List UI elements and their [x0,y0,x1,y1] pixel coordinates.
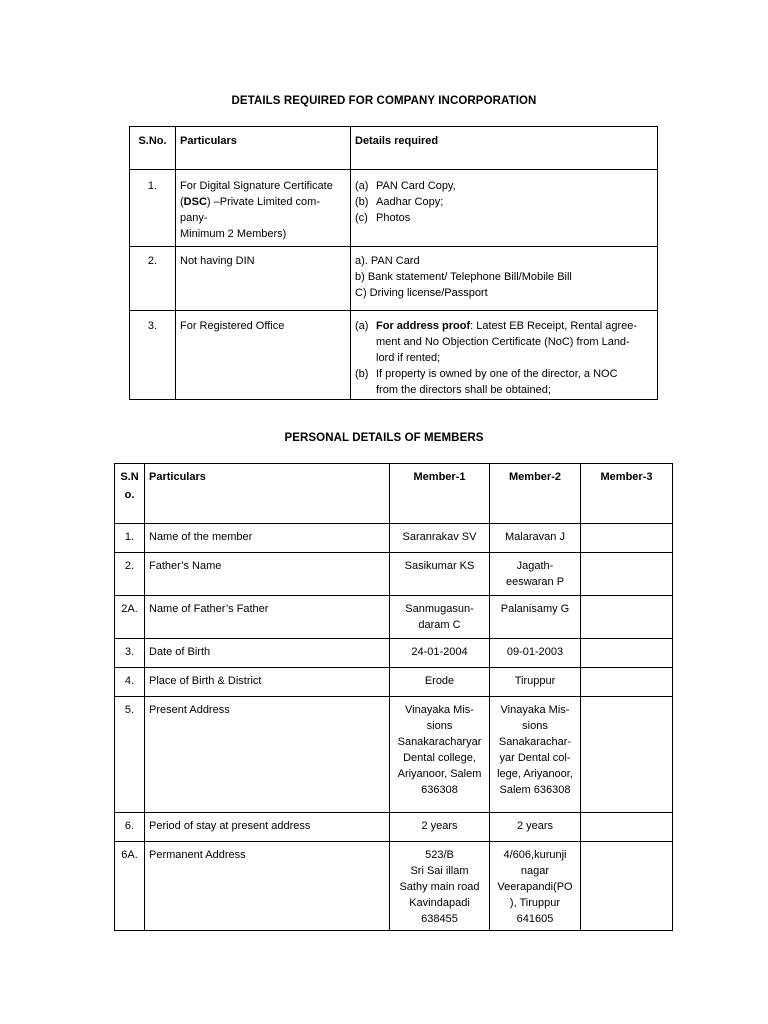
value-line: 4/606,kurunji [503,849,567,861]
row-sno: 1. [130,170,176,247]
member-1-value [390,524,490,553]
member-3-value [581,668,673,697]
member-2-value [490,596,581,639]
text-fragment: ) –Private Limited com- [206,196,320,208]
table-row [115,697,673,813]
value-line: Vinayaka Mis- [500,704,570,716]
table-row [130,311,658,400]
row-sno: 1. [115,524,145,553]
dsc-bold: DSC [183,196,207,208]
header-text: S.N [120,471,139,483]
row-details [351,170,658,247]
table-row [115,553,673,596]
table-row [115,524,673,553]
value-line: Dental college, [403,752,476,764]
value-line: 2 years [421,820,458,832]
row-particulars: Name of the member [145,524,390,553]
value-line: yar Dental col- [499,752,571,764]
list-text [376,318,653,366]
members-table [114,463,673,931]
value-line: 523/B [425,849,454,861]
value-line: nagar [520,865,550,877]
text-line: If property is owned by one of the director, a NOC [376,368,618,380]
row-particulars [176,170,351,247]
value-line: sions [426,720,453,732]
member-2-value [490,639,581,668]
row-sno: 4. [115,668,145,697]
document-title: DETAILS REQUIRED FOR COMPANY INCORPORATION [231,95,537,107]
text-fragment: : Latest EB Receipt, Rental agree- [470,320,638,332]
value-line: Jagath- [516,560,554,572]
row-particulars: Present Address [145,697,390,813]
value-line: Tiruppur [514,675,556,687]
value-line: 638455 [421,913,458,925]
list-label: (b) [355,368,369,380]
row-particulars: Permanent Address [145,842,390,931]
table-row [115,813,673,842]
text-line: ment and No Objection Certificate (NoC) from Land- [376,336,630,348]
member-1-value [390,639,490,668]
text-fragment: ( [180,196,184,208]
details-line: C) Driving license/Passport [355,287,488,299]
value-line: Sri Sai illam [410,865,469,877]
value-line: Saranrakav SV [402,531,477,543]
header-details: Details required [351,127,658,170]
value-line: ), Tiruppur [509,897,561,909]
value-line: 24-01-2004 [411,646,468,658]
particulars-line: For Digital Signature Certificate [180,180,333,192]
value-line: eeswaran P [505,576,565,588]
value-line: Sanakarachar- [498,736,572,748]
list-item [355,366,653,398]
header-member-3: Member-3 [581,464,673,524]
incorporation-table [129,126,658,400]
list-text [376,366,653,398]
header-particulars: Particulars [145,464,390,524]
value-line: lege, Ariyanoor, [497,768,573,780]
value-line: Vinayaka Mis- [405,704,474,716]
header-sno: S.No. [130,127,176,170]
header-member-2: Member-2 [490,464,581,524]
section-title: PERSONAL DETAILS OF MEMBERS [284,432,484,444]
header-text: o. [124,489,135,501]
table-header-row [130,127,658,170]
member-2-value [490,813,581,842]
member-1-value [390,697,490,813]
list-label: (a) [355,180,369,192]
value-line: Erode [424,675,455,687]
member-3-value [581,553,673,596]
table-row [115,639,673,668]
row-sno: 3. [130,311,176,400]
table-header-row [115,464,673,524]
row-particulars: Name of Father’s Father [145,596,390,639]
member-3-value [581,639,673,668]
table-row [115,596,673,639]
particulars-line [180,194,346,210]
member-3-value [581,697,673,813]
table-row [115,668,673,697]
header-sno [115,464,145,524]
list-label: (c) [355,212,368,224]
list-item [355,318,653,366]
member-3-value [581,596,673,639]
value-line: Sathy main road [399,881,480,893]
member-3-value [581,842,673,931]
member-1-value [390,842,490,931]
member-2-value [490,697,581,813]
list-item [355,194,653,210]
member-3-value [581,813,673,842]
row-particulars: Not having DIN [176,247,351,311]
row-sno: 2A. [115,596,145,639]
text-line: from the directors shall be obtained; [376,384,551,396]
list-text: PAN Card Copy, [376,180,456,192]
list-label: (a) [355,320,369,332]
member-2-value [490,553,581,596]
table-row [130,247,658,311]
value-line: 2 years [516,820,554,832]
member-2-value [490,668,581,697]
value-line: Palanisamy G [500,603,570,615]
member-2-value [490,524,581,553]
member-2-value [490,842,581,931]
text-line: lord if rented; [376,352,441,364]
header-particulars: Particulars [176,127,351,170]
row-sno: 2. [130,247,176,311]
list-item [355,178,653,194]
row-details [351,247,658,311]
member-1-value [390,668,490,697]
value-line: Malaravan J [505,531,565,543]
row-sno: 5. [115,697,145,813]
table-row [115,842,673,931]
row-particulars: For Registered Office [176,311,351,400]
row-sno: 2. [115,553,145,596]
header-member-1: Member-1 [390,464,490,524]
value-line: Veerapandi(PO [497,881,573,893]
row-details [351,311,658,400]
value-line: daram C [418,619,461,631]
particulars-line: pany- [180,212,208,224]
details-line: a). PAN Card [355,255,420,267]
value-line: 09-01-2003 [506,646,564,658]
member-3-value [581,524,673,553]
table-row [130,170,658,247]
value-line: 641605 [516,913,554,925]
value-line: Sanakaracharyar [397,736,482,748]
row-sno: 3. [115,639,145,668]
value-line: 636308 [421,784,458,796]
row-particulars: Place of Birth & District [145,668,390,697]
value-line: sions [522,720,548,732]
list-label: (b) [355,196,369,208]
list-text: Aadhar Copy; [376,196,444,208]
text-line [376,318,653,334]
row-particulars: Period of stay at present address [145,813,390,842]
member-1-value [390,596,490,639]
row-particulars: Date of Birth [145,639,390,668]
value-line: Sanmugasun- [405,603,474,615]
particulars-line: Minimum 2 Members) [180,228,287,240]
list-item [355,210,653,226]
details-line: b) Bank statement/ Telephone Bill/Mobile Bill [355,271,572,283]
row-particulars: Father’s Name [145,553,390,596]
row-sno: 6. [115,813,145,842]
value-line: Salem 636308 [499,784,571,796]
value-line: Kavindapadi [409,897,470,909]
value-line: Sasikumar KS [404,560,475,572]
list-text: Photos [376,212,411,224]
address-proof-bold: For address proof [376,320,471,332]
value-line: Ariyanoor, Salem [397,768,482,780]
member-1-value [390,813,490,842]
member-1-value [390,553,490,596]
row-sno: 6A. [115,842,145,931]
